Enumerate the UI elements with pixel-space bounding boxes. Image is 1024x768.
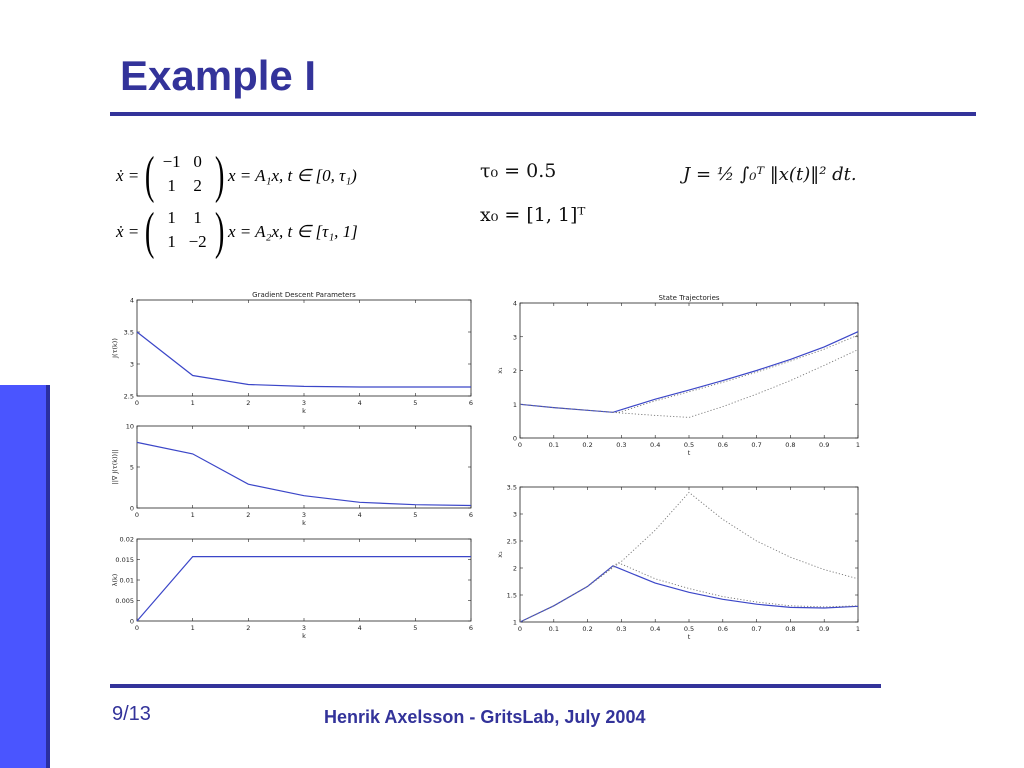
y-tick-label: 2 [512, 564, 517, 573]
x-axis-label: k [302, 407, 306, 415]
x-tick-label: 4 [357, 624, 362, 632]
matrix-cell: 1 [167, 232, 176, 251]
right-paren: ) [214, 203, 225, 260]
x-tick-label: 6 [468, 624, 474, 632]
matrix-a1 [159, 152, 211, 200]
x-tick-label: 0 [134, 624, 140, 632]
x-tick-label: 1 [855, 625, 861, 633]
x-axis-label: k [302, 519, 306, 527]
y-tick-label: 1.5 [506, 591, 517, 600]
x-tick-label: 2 [246, 511, 251, 519]
y-tick-label: 3.5 [506, 483, 517, 492]
chart-state-x1 [490, 285, 870, 465]
x-tick-label: 1 [855, 441, 861, 449]
footer-divider [110, 684, 881, 688]
y-axis-label: x₂ [496, 551, 504, 558]
y-tick-label: 0.005 [115, 597, 134, 605]
x-tick-label: 1 [190, 624, 195, 632]
matrix-cell: −1 [162, 152, 181, 171]
matrix-cell: 1 [167, 208, 176, 227]
y-tick-label: 5 [129, 463, 134, 472]
page-number: 9/13 [112, 703, 151, 725]
x-tick-label: 0 [517, 441, 523, 449]
x-tick-label: 0 [517, 625, 523, 633]
y-tick-label: 4 [129, 296, 134, 305]
equation-1 [116, 148, 416, 204]
system-equations [116, 148, 416, 263]
y-tick-label: 0 [512, 434, 517, 443]
x-axis-label: k [302, 632, 306, 640]
y-tick-label: 2.5 [506, 537, 517, 546]
y-tick-label: 2 [512, 367, 517, 375]
y-tick-label: 1 [512, 618, 517, 627]
x-tick-label: 0.8 [785, 625, 796, 633]
x-tick-label: 2 [246, 624, 251, 632]
y-tick-label: 2.5 [123, 392, 134, 401]
x-tick-label: 0.5 [683, 441, 695, 449]
x-tick-label: 0.9 [819, 441, 830, 449]
x-tick-label: 0.7 [751, 625, 762, 633]
plot-frame [137, 300, 471, 396]
x-tick-label: 0.3 [616, 441, 627, 449]
equation-2-lhs: ẋ = [116, 222, 140, 241]
matrix-cell: 1 [193, 208, 202, 227]
x-tick-label: 0.6 [717, 441, 728, 449]
x-axis-label: t [687, 633, 691, 641]
y-tick-label: 0.01 [119, 576, 134, 585]
y-tick-label: 4 [512, 299, 517, 308]
x-tick-label: 4 [357, 511, 362, 519]
x-tick-label: 3 [301, 399, 307, 407]
plot-frame [137, 539, 471, 621]
chart-gradient-norm [105, 418, 480, 534]
title-divider [110, 112, 976, 116]
y-axis-label: λ(k) [111, 573, 119, 587]
x0-equation: x₀ = [1, 1]ᵀ [480, 204, 586, 226]
sidebar-accent [0, 385, 50, 768]
x-tick-label: 0 [134, 511, 140, 519]
matrix-cell: 2 [193, 176, 202, 195]
x-tick-label: 1 [190, 511, 195, 519]
x-tick-label: 1 [190, 399, 195, 407]
matrix-cell: 1 [167, 176, 176, 195]
equation-1-rhs: x = A₁x, t ∈ [0, τ₁) [227, 166, 357, 185]
x-tick-label: 3 [301, 624, 307, 632]
cost-equation: J = ½ ∫₀ᵀ ‖x(t)‖² dt. [683, 164, 857, 185]
x-tick-label: 0.1 [548, 625, 559, 633]
x-tick-label: 0 [134, 399, 140, 407]
slide-title: Example I [120, 52, 317, 99]
x-tick-label: 0.9 [819, 625, 830, 633]
y-tick-label: 0 [129, 504, 134, 513]
x-axis-label: t [687, 449, 691, 457]
footer-author: Henrik Axelsson - GritsLab, July 2004 [324, 707, 646, 727]
matrix-a2 [159, 208, 211, 256]
x-tick-label: 0.5 [683, 625, 695, 633]
x-tick-label: 0.2 [582, 441, 593, 449]
x-tick-label: 0.3 [616, 625, 627, 633]
matrix-cell: −2 [188, 232, 207, 251]
y-tick-label: 0 [129, 617, 134, 626]
x-tick-label: 0.7 [751, 441, 762, 449]
chart-title: Gradient Descent Parameters [252, 291, 356, 299]
x-tick-label: 5 [413, 511, 418, 519]
x-tick-label: 0.6 [717, 625, 728, 633]
x-tick-label: 4 [357, 399, 362, 407]
chart-step-size [105, 533, 480, 649]
x-tick-label: 6 [468, 399, 474, 407]
y-tick-label: 3 [512, 333, 517, 342]
y-axis-label: x₁ [496, 367, 504, 374]
right-paren: ) [214, 147, 225, 204]
x-tick-label: 0.8 [785, 441, 796, 449]
y-tick-label: 3 [512, 510, 517, 519]
y-tick-label: 0.02 [119, 535, 134, 544]
y-tick-label: 1 [512, 400, 517, 409]
x-tick-label: 0.4 [650, 625, 661, 633]
tau0-equation: τ₀ = 0.5 [480, 160, 557, 182]
plot-frame [520, 487, 858, 622]
equation-2 [116, 204, 416, 260]
y-tick-label: 3 [129, 360, 134, 369]
equation-1-lhs: ẋ = [116, 166, 140, 185]
x-tick-label: 0.2 [582, 625, 593, 633]
x-tick-label: 2 [246, 399, 251, 407]
y-axis-label: J(τ(k)) [111, 338, 119, 358]
chart-title: State Trajectories [658, 294, 720, 302]
left-paren: ( [145, 147, 155, 204]
equation-2-rhs: x = A₂x, t ∈ [τ₁, 1] [227, 222, 358, 241]
chart-state-x2 [490, 477, 870, 647]
plot-frame [520, 303, 858, 438]
y-axis-label: ||∇ J(τ(k))|| [111, 449, 119, 485]
x-tick-label: 0.4 [650, 441, 661, 449]
x-tick-label: 5 [413, 399, 418, 407]
chart-cost [105, 288, 480, 418]
x-tick-label: 6 [468, 511, 474, 519]
x-tick-label: 5 [413, 624, 418, 632]
left-paren: ( [145, 203, 155, 260]
y-tick-label: 10 [125, 422, 134, 431]
y-tick-label: 0.015 [115, 556, 134, 564]
x-tick-label: 3 [301, 511, 307, 519]
y-tick-label: 3.5 [123, 328, 134, 337]
x-tick-label: 0.1 [548, 441, 559, 449]
matrix-cell: 0 [193, 152, 202, 171]
